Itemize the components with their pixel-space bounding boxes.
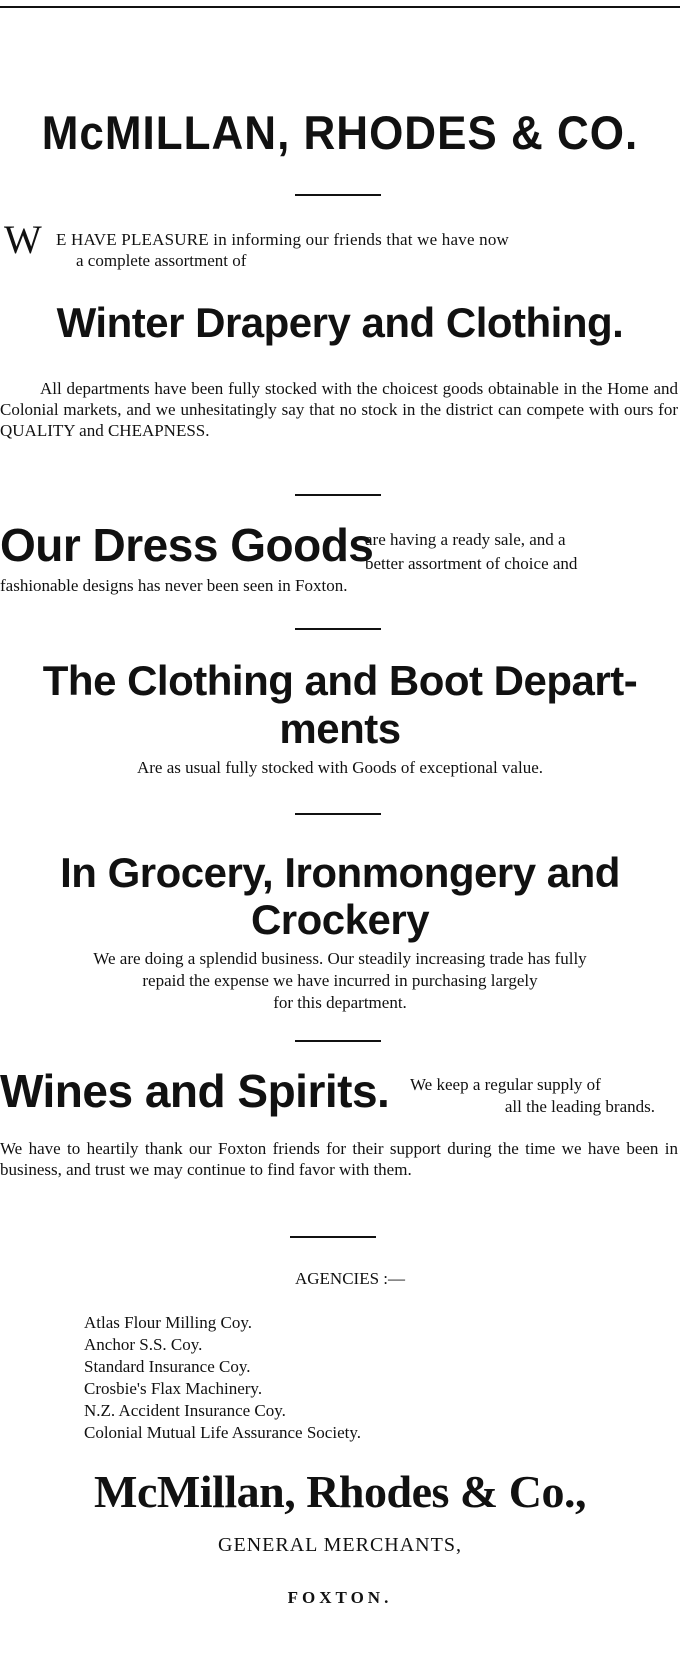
grocery-headline-line-1: In Grocery, Ironmongery and	[60, 849, 620, 896]
dropcap-letter: W	[4, 217, 42, 262]
grocery-line-2: repaid the expense we have incurred in purchasing largely	[142, 971, 538, 990]
dress-line-3: fashionable designs has never been seen in Foxton.	[0, 576, 348, 595]
dress-headline: Our Dress Goods	[0, 519, 374, 571]
list-item: Colonial Mutual Life Assurance Society.	[84, 1423, 361, 1442]
clothing-headline-line-1: The Clothing and Boot Depart-	[42, 657, 638, 704]
dress-line-1: are having a ready sale, and a	[365, 530, 566, 549]
top-rule	[0, 6, 680, 8]
divider	[295, 194, 381, 196]
wines-side-line-1: We keep a regular supply of	[410, 1075, 601, 1094]
divider	[290, 1236, 376, 1238]
divider	[295, 1040, 381, 1042]
wines-headline: Wines and Spirits.	[0, 1065, 390, 1117]
list-item: Standard Insurance Coy.	[84, 1357, 251, 1376]
clothing-headline-line-2: ments	[279, 705, 401, 752]
grocery-headline-line-2: Crockery	[250, 896, 430, 943]
wines-side-line-2: all the leading brands.	[504, 1097, 655, 1116]
footer-brand: McMillan, Rhodes & Co.,	[94, 1466, 586, 1517]
list-item: Atlas Flour Milling Coy.	[84, 1313, 252, 1332]
winter-body: All departments have been fully stocked with the choicest goods obtainable in the Home and Colonial markets, and we unhesitatingly say that no stock in the district can compete with ours for QUALITY and CHEAPNESS.	[0, 379, 678, 440]
grocery-line-1: We are doing a splendid business. Our steadily increasing trade has fully	[93, 949, 587, 968]
clothing-body: Are as usual fully stocked with Goods of exceptional value.	[136, 758, 543, 777]
intro-line-2: a complete assortment of	[76, 251, 247, 270]
divider	[295, 628, 381, 630]
page-title: McMILLAN, RHODES & CO.	[41, 107, 639, 160]
wines-body: We have to heartily thank our Foxton friends for their support during the time we have been in business, and trust we may continue to find favor with them.	[0, 1139, 678, 1179]
winter-headline: Winter Drapery and Clothing.	[56, 299, 624, 346]
dress-line-2: better assortment of choice and	[365, 554, 578, 573]
list-item: Crosbie's Flax Machinery.	[84, 1379, 263, 1398]
list-item: N.Z. Accident Insurance Coy.	[84, 1401, 286, 1420]
footer-location: FOXTON.	[287, 1588, 393, 1607]
intro-line-1: E HAVE PLEASURE in informing our friends that we have now	[56, 230, 510, 249]
list-item: Anchor S.S. Coy.	[84, 1335, 203, 1354]
divider	[295, 813, 381, 815]
grocery-line-3: for this department.	[273, 993, 407, 1012]
footer-tagline: GENERAL MERCHANTS,	[218, 1534, 462, 1556]
divider	[295, 494, 381, 496]
agencies-heading: AGENCIES :—	[294, 1269, 406, 1288]
agencies-list	[84, 1312, 604, 1444]
